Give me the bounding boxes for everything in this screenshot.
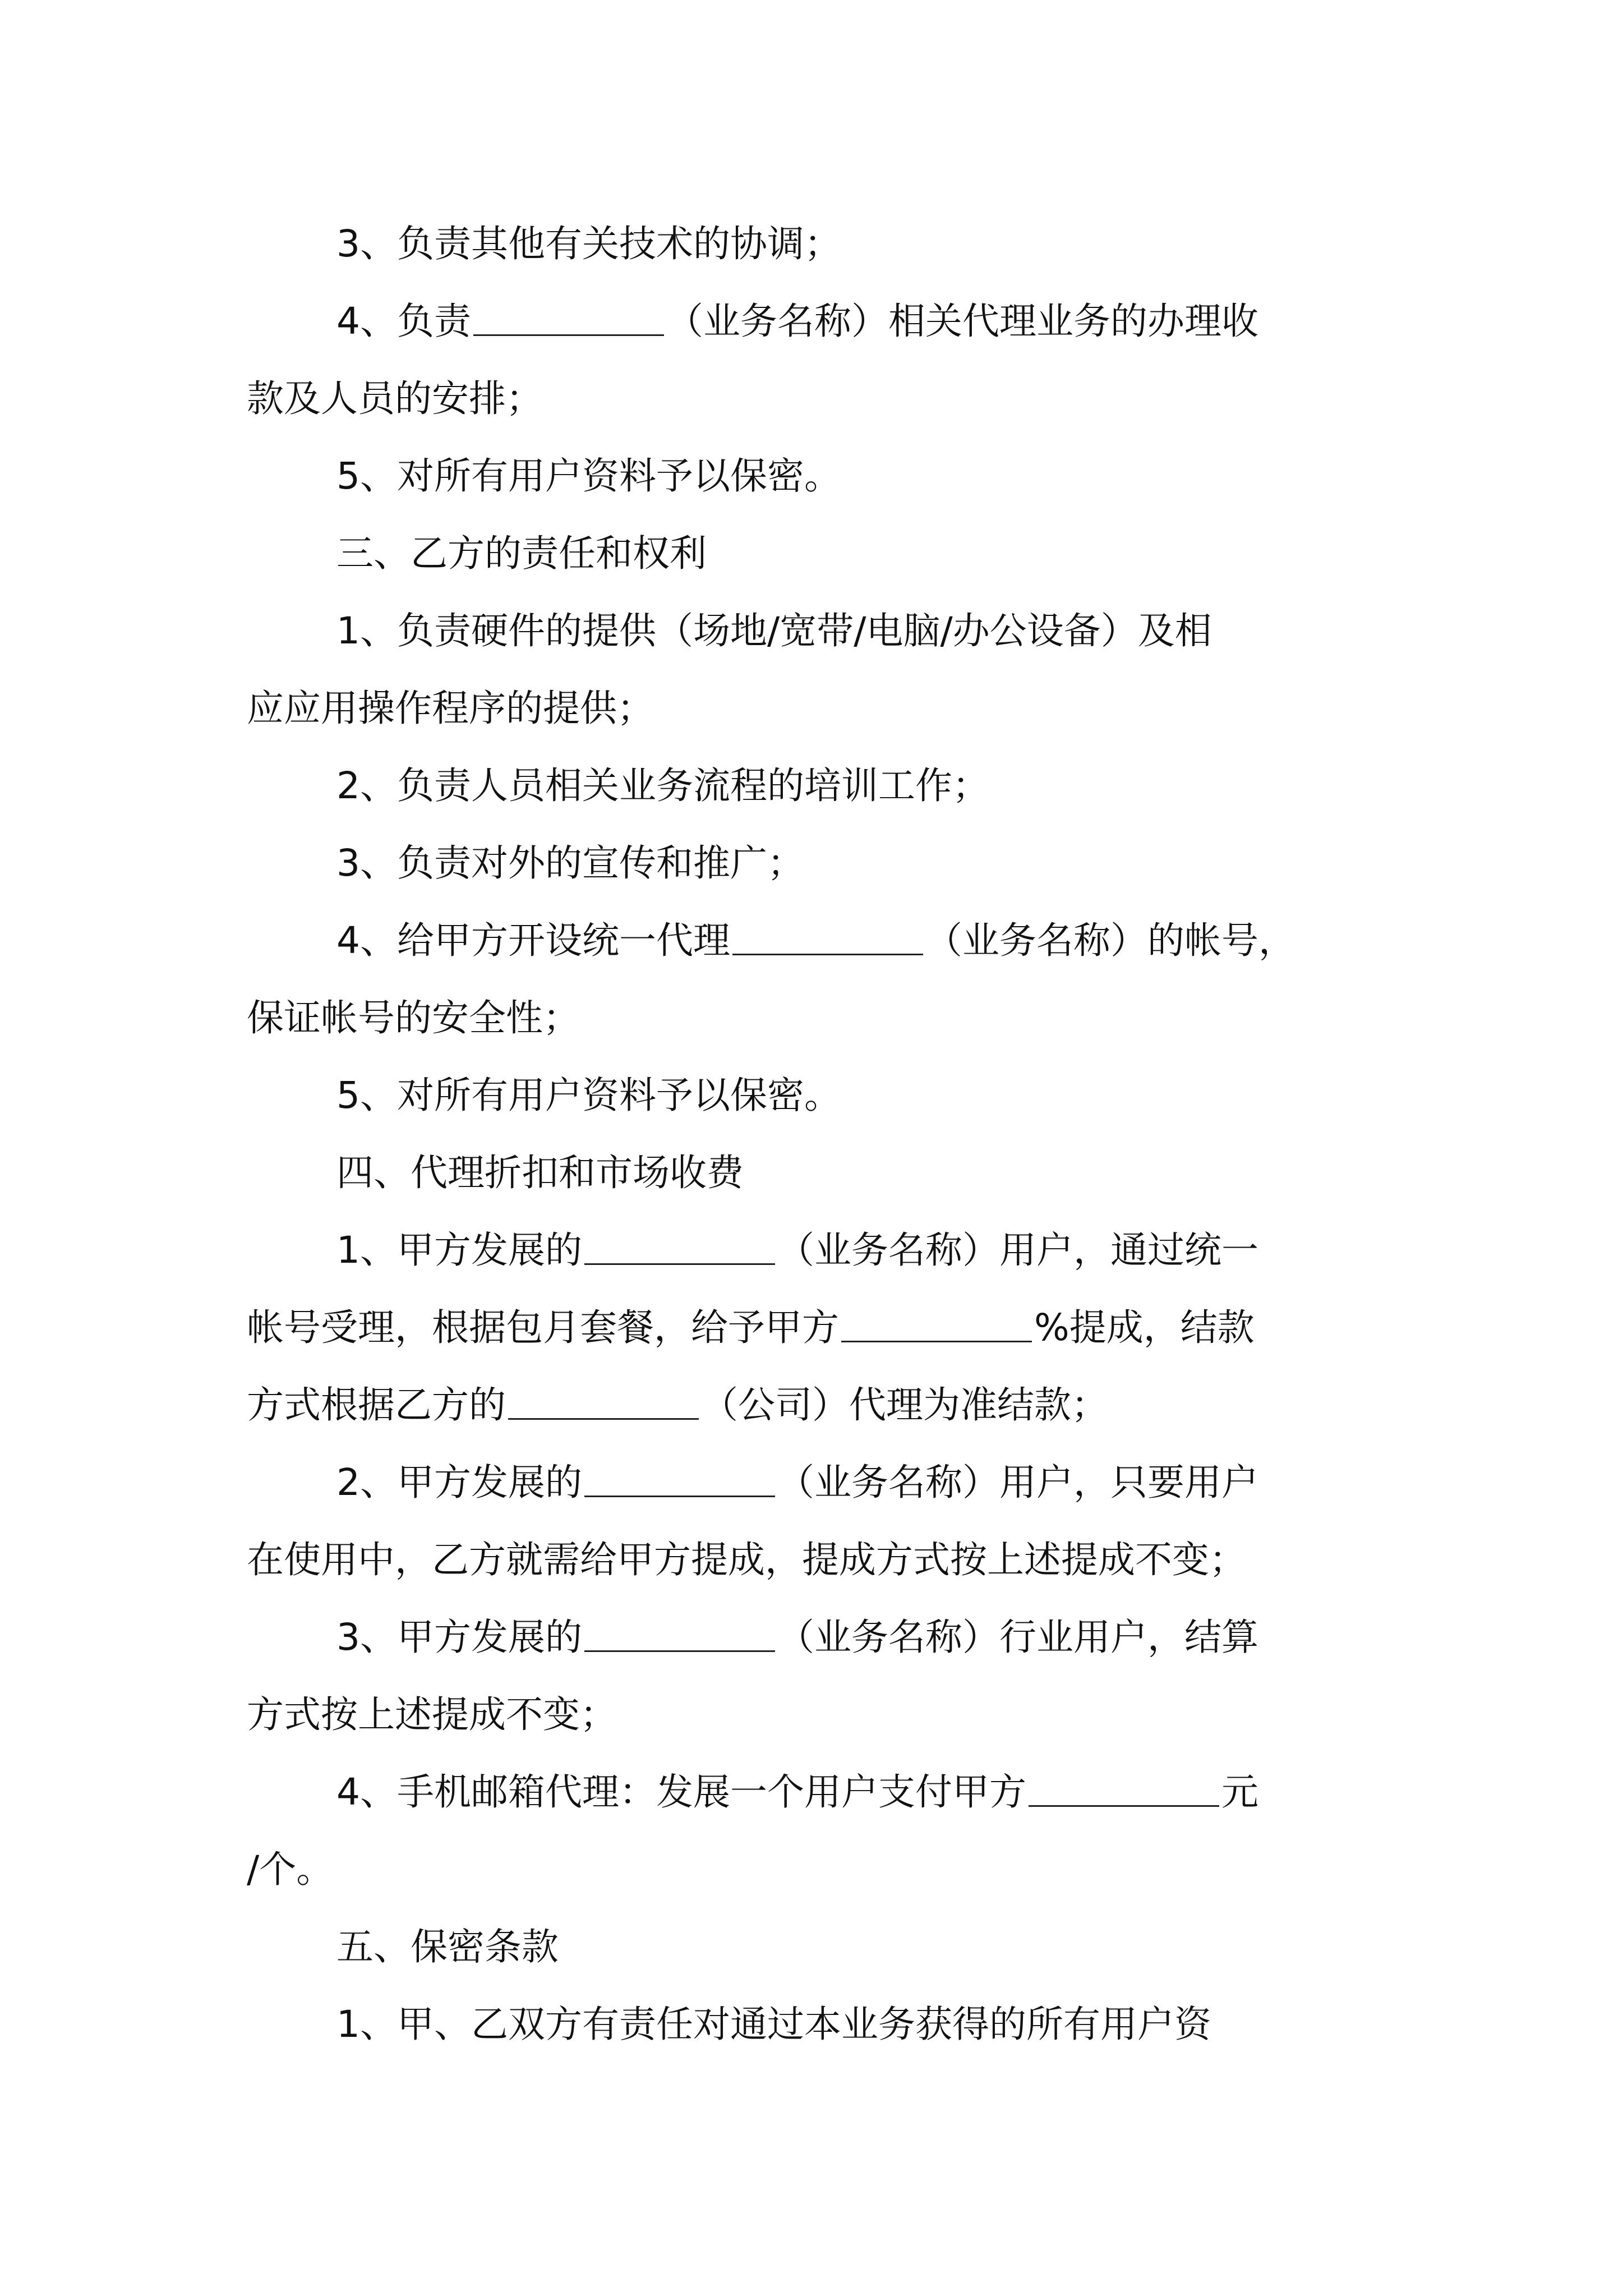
- line-mobile-mail-agency: [0, 1761, 1623, 1823]
- line-per-unit: [0, 1839, 1623, 1901]
- line-agency-business: [0, 291, 1623, 352]
- line-text: 2、甲方发展的: [336, 1461, 582, 1504]
- line-text: 4、负责: [336, 300, 471, 343]
- section-heading: 四、代理折扣和市场收费: [336, 1151, 744, 1194]
- line-text: 方式根据乙方的: [247, 1383, 506, 1427]
- line-text: 元: [1221, 1770, 1258, 1814]
- line-promotion: [0, 832, 1623, 894]
- line-text: 3、负责对外的宣传和推广；: [336, 841, 804, 885]
- line-text: 保证帐号的安全性；: [247, 996, 580, 1039]
- fill-in-blank: [508, 1381, 699, 1420]
- line-text: （业务名称）的帐号，: [925, 919, 1295, 962]
- line-staff-arrangement: [0, 368, 1623, 430]
- fill-in-blank: [1029, 1768, 1219, 1807]
- line-text: （业务名称）行业用户，结算: [777, 1616, 1258, 1659]
- line-text: 3、负责其他有关技术的协调；: [336, 222, 841, 265]
- line-confidentiality-b: [0, 1065, 1623, 1126]
- line-text: 应应用操作程序的提供；: [247, 687, 654, 730]
- line-text: （公司）代理为准结款；: [701, 1383, 1108, 1427]
- line-text: 方式按上述提成不变；: [247, 1693, 617, 1736]
- line-text: 4、给甲方开设统一代理: [336, 919, 730, 962]
- section-heading: 五、保密条款: [336, 1925, 559, 1968]
- line-confidentiality-duty: [0, 1994, 1623, 2055]
- line-text: 4、手机邮箱代理：发展一个用户支付甲方: [336, 1770, 1026, 1814]
- fill-in-blank: [584, 1458, 775, 1497]
- line-text: （业务名称）用户，只要用户: [777, 1461, 1258, 1504]
- line-text: 在使用中，乙方就需给甲方提成，提成方式按上述提成不变；: [247, 1538, 1246, 1581]
- line-text: 款及人员的安排；: [247, 377, 543, 420]
- line-users-developed-1: [0, 1220, 1623, 1281]
- line-text: （业务名称）相关代理业务的办理收: [666, 300, 1258, 343]
- line-settlement-method: [0, 1684, 1623, 1746]
- line-tech-coordination: [0, 213, 1623, 275]
- line-text: 3、甲方发展的: [336, 1616, 582, 1659]
- line-confidentiality-a: [0, 445, 1623, 507]
- line-text: 2、负责人员相关业务流程的培训工作；: [336, 764, 989, 807]
- line-users-developed-2: [0, 1452, 1623, 1513]
- line-text: 5、对所有用户资料予以保密。: [336, 454, 841, 498]
- line-software: [0, 678, 1623, 739]
- section-heading-confidentiality: [0, 1916, 1623, 1978]
- line-text: 帐号受理，根据包月套餐，给予甲方: [247, 1306, 839, 1349]
- section-heading-party-b: [0, 523, 1623, 585]
- line-commission-rate: [0, 1297, 1623, 1359]
- line-text: /个。: [247, 1848, 334, 1891]
- fill-in-blank: [841, 1304, 1032, 1342]
- line-account-security: [0, 987, 1623, 1049]
- section-heading: 三、乙方的责任和权利: [336, 532, 707, 575]
- line-text: （业务名称）用户，通过统一: [777, 1228, 1258, 1272]
- fill-in-blank: [732, 917, 923, 955]
- line-training: [0, 755, 1623, 817]
- line-text: 1、甲方发展的: [336, 1228, 582, 1272]
- line-text: 1、负责硬件的提供（场地/宽带/电脑/办公设备）及相: [336, 609, 1212, 652]
- line-text: 1、甲、乙双方有责任对通过本业务获得的所有用户资: [336, 2003, 1211, 2046]
- fill-in-blank: [584, 1226, 775, 1265]
- line-settlement: [0, 1374, 1623, 1436]
- line-commission-continuity: [0, 1529, 1623, 1591]
- section-heading-discounts: [0, 1142, 1623, 1204]
- fill-in-blank: [473, 297, 664, 336]
- line-industry-users: [0, 1607, 1623, 1668]
- line-text: 5、对所有用户资料予以保密。: [336, 1074, 841, 1117]
- line-text: %提成，结款: [1034, 1306, 1255, 1349]
- line-account-setup: [0, 910, 1623, 972]
- fill-in-blank: [584, 1613, 775, 1652]
- line-hardware: [0, 600, 1623, 662]
